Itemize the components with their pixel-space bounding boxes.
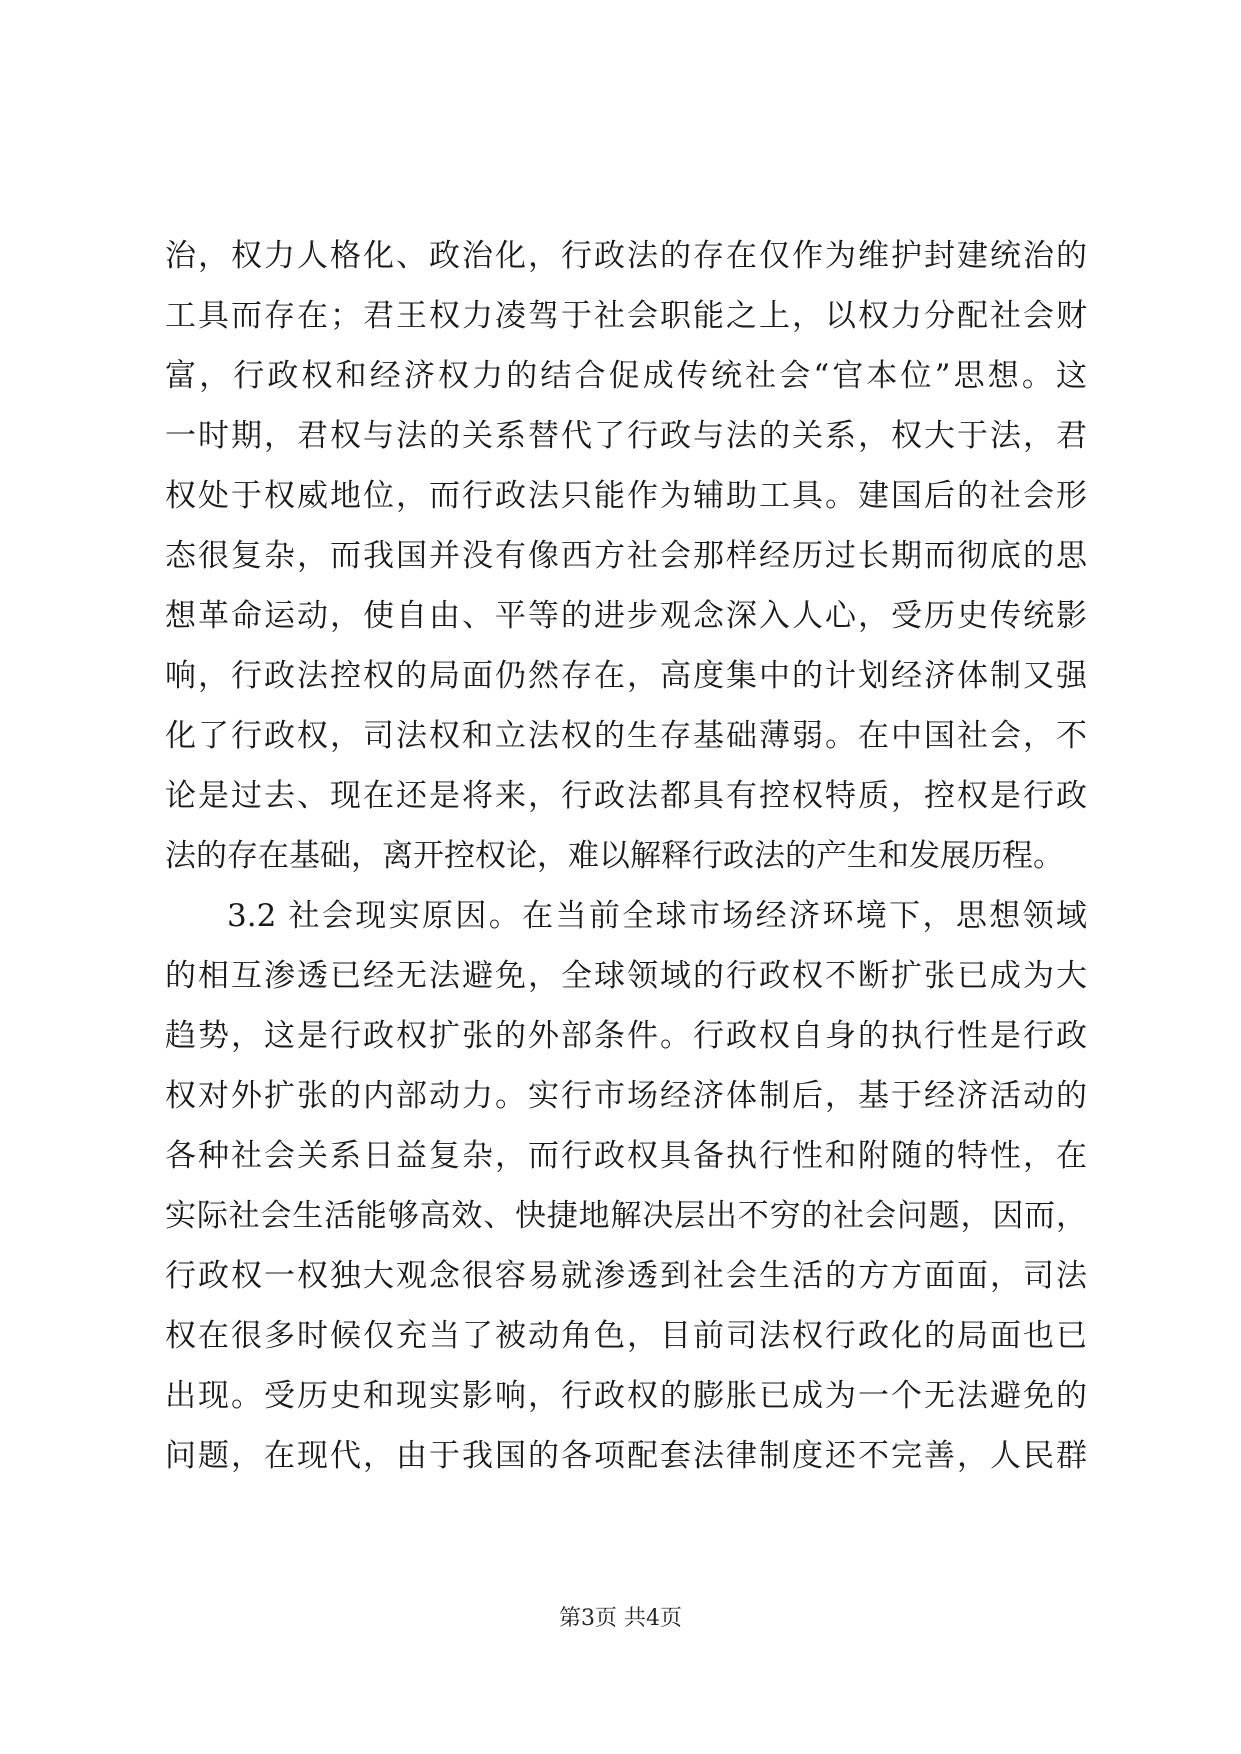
text-line: 趋势，这是行政权扩张的外部条件。行政权自身的执行性是行政: [165, 1018, 1087, 1054]
text-line: 各种社会关系日益复杂，而行政权具备执行性和附随的特性，在: [165, 1138, 1087, 1174]
text-line: 化了行政权，司法权和立法权的生存基础薄弱。在中国社会，不: [165, 718, 1087, 754]
body-text: [165, 226, 1087, 1486]
text-line: 富，行政权和经济权力的结合促成传统社会“官本位”思想。这: [165, 358, 1087, 394]
text-line: 想革命运动，使自由、平等的进步观念深入人心，受历史传统影: [165, 598, 1087, 634]
text-line: 响，行政法控权的局面仍然存在，高度集中的计划经济体制又强: [165, 658, 1087, 694]
text-line: 问题，在现代，由于我国的各项配套法律制度还不完善，人民群: [165, 1438, 1087, 1474]
text-line: 工具而存在；君王权力凌驾于社会职能之上，以权力分配社会财: [165, 298, 1087, 334]
text-line: 行政权一权独大观念很容易就渗透到社会生活的方方面面，司法: [165, 1258, 1087, 1294]
section-heading-line: 3.2 社会现实原因。在当前全球市场经济环境下，思想领域: [227, 898, 1087, 934]
text-line: 一时期，君权与法的关系替代了行政与法的关系，权大于法，君: [165, 418, 1087, 454]
text-line: 的相互渗透已经无法避免，全球领域的行政权不断扩张已成为大: [165, 958, 1087, 994]
text-line: 态很复杂，而我国并没有像西方社会那样经历过长期而彻底的思: [165, 538, 1087, 574]
paragraph-end-line: 法的存在基础，离开控权论，难以解释行政法的产生和发展历程。: [165, 838, 1064, 874]
text-line: 论是过去、现在还是将来，行政法都具有控权特质，控权是行政: [165, 778, 1087, 814]
text-line: 实际社会生活能够高效、快捷地解决层出不穷的社会问题，因而，: [165, 1198, 1087, 1234]
text-line: 出现。受历史和现实影响，行政权的膨胀已成为一个无法避免的: [165, 1378, 1087, 1414]
page-number-footer: 第3页 共4页: [559, 1606, 682, 1631]
text-line: 权处于权威地位，而行政法只能作为辅助工具。建国后的社会形: [165, 478, 1087, 514]
text-line: 治，权力人格化、政治化，行政法的存在仅作为维护封建统治的: [165, 238, 1087, 274]
text-line: 权对外扩张的内部动力。实行市场经济体制后，基于经济活动的: [165, 1078, 1087, 1114]
text-line: 权在很多时候仅充当了被动角色，目前司法权行政化的局面也已: [165, 1318, 1087, 1354]
